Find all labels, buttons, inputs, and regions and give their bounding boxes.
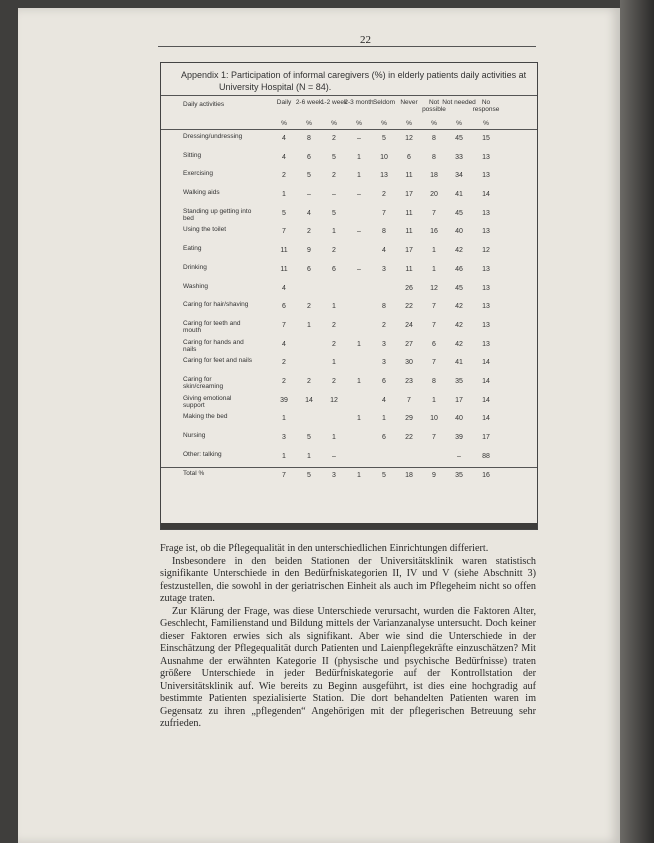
row-label: Caring for feet and nails <box>183 357 253 365</box>
row-label: Giving emotional support <box>183 394 232 409</box>
table-row <box>161 243 537 262</box>
cell: 39 <box>280 396 288 404</box>
row-label: Exercising <box>183 170 213 178</box>
cell: 17 <box>455 396 463 404</box>
header-unit-2: % <box>331 120 337 127</box>
cell: 5 <box>307 472 311 480</box>
cell: 18 <box>405 472 413 480</box>
cell: 45 <box>455 209 463 217</box>
header-col-7: Not needed <box>442 99 476 106</box>
cell: 2 <box>282 377 286 385</box>
cell: 35 <box>455 472 463 480</box>
cell: 1 <box>282 452 286 460</box>
body-paragraph: Frage ist, ob die Pflegequalität in den unterschiedlichen Einrichtungen differiert. <box>160 543 489 554</box>
cell: 4 <box>307 209 311 217</box>
cell: 41 <box>455 359 463 367</box>
cell: 46 <box>455 265 463 273</box>
table-row <box>161 224 537 243</box>
cell: – <box>332 191 336 199</box>
cell: 2 <box>307 303 311 311</box>
header-rule <box>158 46 536 47</box>
header-unit-0: % <box>281 120 287 127</box>
row-label: Making the bed <box>183 413 228 421</box>
cell: 1 <box>357 377 361 385</box>
row-label: Using the toilet <box>183 226 226 234</box>
body-text <box>160 543 536 731</box>
cell: 16 <box>482 472 490 480</box>
cell: 10 <box>380 153 388 161</box>
cell: 1 <box>432 265 436 273</box>
cell: 7 <box>432 303 436 311</box>
cell: 1 <box>307 321 311 329</box>
cell: 1 <box>282 191 286 199</box>
cell: 12 <box>330 396 338 404</box>
cell: 2 <box>307 377 311 385</box>
cell: 1 <box>357 340 361 348</box>
cell: – <box>457 452 461 460</box>
cell: 7 <box>432 209 436 217</box>
header-col-2: 1-2 week <box>320 99 348 106</box>
cell: 35 <box>455 377 463 385</box>
cell: 18 <box>430 172 438 180</box>
cell: 5 <box>332 209 336 217</box>
cell: 11 <box>405 228 413 236</box>
cell: 17 <box>482 434 490 441</box>
cell: 2 <box>332 377 336 385</box>
header-unit-6: % <box>431 120 437 127</box>
cell: 3 <box>382 359 386 367</box>
cell: 6 <box>382 434 386 441</box>
cell: 5 <box>332 153 336 161</box>
cell: 6 <box>307 153 311 161</box>
table-row <box>161 449 537 468</box>
cell: 14 <box>482 415 490 423</box>
cell: 1 <box>307 452 311 460</box>
cell: 1 <box>357 172 361 180</box>
cell: 13 <box>482 209 490 217</box>
cell: 2 <box>332 172 336 180</box>
header-col-5: Never <box>400 99 418 106</box>
cell: 14 <box>305 396 313 404</box>
book-spine-shadow <box>620 0 654 843</box>
row-label: Caring for hair/shaving <box>183 301 249 309</box>
cell: 12 <box>482 247 490 255</box>
header-col-0: Daily <box>276 99 292 106</box>
cell: 9 <box>307 247 311 255</box>
row-label: Caring for teeth and mouth <box>183 319 241 334</box>
cell: 7 <box>282 472 286 480</box>
row-label: Dressing/undressing <box>183 133 243 140</box>
cell: 2 <box>282 359 286 367</box>
cell: 22 <box>405 303 413 311</box>
cell: 11 <box>280 247 288 255</box>
cell: 5 <box>382 472 386 480</box>
cell: 7 <box>382 209 386 217</box>
cell: 11 <box>405 209 413 217</box>
cell: 5 <box>382 135 386 142</box>
cell: 13 <box>482 153 490 161</box>
cell: 11 <box>405 172 413 180</box>
row-label: Eating <box>183 245 202 253</box>
cell: 8 <box>307 135 311 142</box>
cell: 2 <box>307 228 311 236</box>
table-row <box>161 187 537 206</box>
cell: 6 <box>382 377 386 385</box>
table-row <box>161 355 537 374</box>
cell: 2 <box>332 340 336 348</box>
table-row <box>161 168 537 187</box>
table-row <box>161 318 537 337</box>
table-row <box>161 299 537 318</box>
cell: 6 <box>432 340 436 348</box>
row-label: Nursing <box>183 432 206 439</box>
cell: 3 <box>332 472 336 480</box>
page-number: 22 <box>360 34 371 46</box>
cell: 7 <box>282 321 286 329</box>
cell: – <box>357 191 361 199</box>
table-row <box>161 281 537 300</box>
cell: 3 <box>382 340 386 348</box>
cell: 16 <box>430 228 438 236</box>
cell: 1 <box>332 228 336 236</box>
cell: 13 <box>482 303 490 311</box>
table-row <box>161 411 537 430</box>
cell: – <box>307 191 311 199</box>
cell: 9 <box>432 472 436 480</box>
row-label: Caring for hands and nails <box>183 338 244 353</box>
cell: 2 <box>332 321 336 329</box>
cell: 22 <box>405 434 413 441</box>
cell: 13 <box>482 228 490 236</box>
header-unit-7: % <box>456 120 462 127</box>
cell: 1 <box>332 434 336 441</box>
cell: 11 <box>280 265 288 273</box>
row-label: Caring for skin/creaming <box>183 375 224 390</box>
table-caption: Appendix 1: Participation of informal caregivers (%) in elderly patients daily activities at University Hospital (N = 84). <box>181 70 527 92</box>
cell: 42 <box>455 340 463 348</box>
cell: 12 <box>405 135 413 142</box>
cell: 29 <box>405 415 413 423</box>
cell: 23 <box>405 377 413 385</box>
cell: 1 <box>432 247 436 255</box>
cell: 6 <box>332 265 336 273</box>
cell: 8 <box>382 228 386 236</box>
cell: 5 <box>282 209 286 217</box>
body-paragraph: Zur Klärung der Frage, was diese Unterschiede verursacht, wurden die Faktoren Alter, Geschlecht, Familienstand und Bildung mittels der Varianzanalyse untersucht. Doch keiner dieser Faktoren erwies sich als signifikant. Aber wie sind die Unterschiede in der Einschätzung der Pflegequalität durch Patienten und Laienpflegekräfte einzuschätzen? Mit Ausnahme der erwähnten Kategorie II (physische und psychische Bedürfnisse) traten größere Unterschiede in jeder Bedürfniskategorie auf der Kontrollstation der Universitätsklinik auf. Wie bereits zu Beginn ausgeführt, ist dies eine hochgradig auf bestimmte Patienten spezialisierte Station. Die dort behandelten Patienten waren im Gegensatz zu ihren „pflegenden“ Angehörigen mit der pflegerischen Betreuung sehr zufrieden. <box>160 605 536 729</box>
cell: 13 <box>482 265 490 273</box>
cell: 14 <box>482 377 490 385</box>
cell: 45 <box>455 284 463 292</box>
cell: 2 <box>332 135 336 142</box>
cell: 88 <box>482 452 490 460</box>
cell: 14 <box>482 191 490 199</box>
cell: 4 <box>382 396 386 404</box>
row-label: Other: talking <box>183 450 222 458</box>
cell: 4 <box>382 247 386 255</box>
cell: 7 <box>432 321 436 329</box>
cell: 2 <box>282 172 286 180</box>
cell: 34 <box>455 172 463 180</box>
cell: 7 <box>432 359 436 367</box>
cell: 1 <box>357 153 361 161</box>
header-unit-5: % <box>406 120 412 127</box>
cell: 13 <box>380 172 388 180</box>
cell: 1 <box>432 396 436 404</box>
cell: 13 <box>482 172 490 180</box>
cell: 1 <box>282 415 286 423</box>
table-top-rule <box>161 95 537 96</box>
cell: 24 <box>405 321 413 329</box>
table-header <box>161 97 537 129</box>
cell: 40 <box>455 415 463 423</box>
cell: 17 <box>405 191 413 199</box>
cell: 42 <box>455 321 463 329</box>
cell: 41 <box>455 191 463 199</box>
appendix-table <box>160 62 538 530</box>
cell: 8 <box>432 135 436 142</box>
cell: 6 <box>407 153 411 161</box>
cell: 5 <box>307 172 311 180</box>
row-label: Standing up getting into bed <box>183 207 252 222</box>
row-label: Walking aids <box>183 189 220 197</box>
cell: 27 <box>405 340 413 348</box>
cell: – <box>332 452 336 460</box>
table-row <box>161 374 537 393</box>
cell: 15 <box>482 135 490 142</box>
row-label: Drinking <box>183 263 207 271</box>
table-row <box>161 467 537 487</box>
cell: 17 <box>405 247 413 255</box>
cell: 26 <box>405 284 413 292</box>
cell: – <box>357 265 361 273</box>
cell: 4 <box>282 340 286 348</box>
cell: 6 <box>307 265 311 273</box>
cell: 7 <box>282 228 286 236</box>
cell: 14 <box>482 396 490 404</box>
header-unit-3: % <box>356 120 362 127</box>
cell: 2 <box>382 191 386 199</box>
header-col-4: Seldom <box>372 99 396 106</box>
table-row <box>161 430 537 449</box>
cell: 7 <box>407 396 411 404</box>
row-label: Sitting <box>183 151 202 159</box>
table-row <box>161 150 537 169</box>
table-bottom-shade <box>161 523 537 529</box>
cell: 13 <box>482 284 490 292</box>
cell: 13 <box>482 321 490 329</box>
cell: 45 <box>455 135 463 142</box>
header-unit-1: % <box>306 120 312 127</box>
header-unit-4: % <box>381 120 387 127</box>
cell: – <box>357 228 361 236</box>
header-col-6: Not possible <box>422 99 446 113</box>
body-paragraph: Insbesondere in den beiden Stationen der Universitätsklinik waren statistisch signifikante Unterschiede in den Bedürfniskategorien II, IV und V (siehe Abschnitt 3) festzustellen, die sowohl in der geriatrischen Einheit als auch im Pflegeheim nicht so offen zutage traten. <box>160 555 536 604</box>
cell: 10 <box>430 415 438 423</box>
cell: 12 <box>430 284 438 292</box>
header-activities: Daily activities <box>183 101 225 108</box>
table-row <box>161 206 537 225</box>
row-label: Washing <box>183 282 209 290</box>
cell: 6 <box>282 303 286 311</box>
table-row <box>161 393 537 412</box>
cell: 1 <box>357 472 361 480</box>
cell: 40 <box>455 228 463 236</box>
table-row <box>161 337 537 356</box>
cell: 2 <box>332 247 336 255</box>
cell: 8 <box>432 153 436 161</box>
header-col-3: 2-3 month <box>344 99 374 106</box>
cell: 4 <box>282 153 286 161</box>
cell: 8 <box>432 377 436 385</box>
cell: 8 <box>382 303 386 311</box>
row-label: Total % <box>183 470 205 478</box>
cell: 11 <box>405 265 413 273</box>
table-body <box>161 131 537 487</box>
cell: 39 <box>455 434 463 441</box>
cell: 1 <box>332 303 336 311</box>
cell: – <box>357 135 361 142</box>
cell: 13 <box>482 340 490 348</box>
cell: 1 <box>382 415 386 423</box>
cell: 5 <box>307 434 311 441</box>
table-row <box>161 262 537 281</box>
cell: 14 <box>482 359 490 367</box>
table-header-rule <box>161 129 537 130</box>
cell: 42 <box>455 247 463 255</box>
cell: 33 <box>455 153 463 161</box>
header-unit-8: % <box>483 120 489 127</box>
cell: 1 <box>332 359 336 367</box>
cell: 2 <box>382 321 386 329</box>
header-col-8: No response <box>472 99 500 113</box>
cell: 4 <box>282 135 286 142</box>
cell: 30 <box>405 359 413 367</box>
table-row <box>161 131 537 150</box>
cell: 1 <box>357 415 361 423</box>
cell: 42 <box>455 303 463 311</box>
cell: 3 <box>282 434 286 441</box>
cell: 7 <box>432 434 436 441</box>
cell: 4 <box>282 284 286 292</box>
header-col-1: 2-6 week <box>295 99 323 106</box>
cell: 3 <box>382 265 386 273</box>
cell: 20 <box>430 191 438 199</box>
